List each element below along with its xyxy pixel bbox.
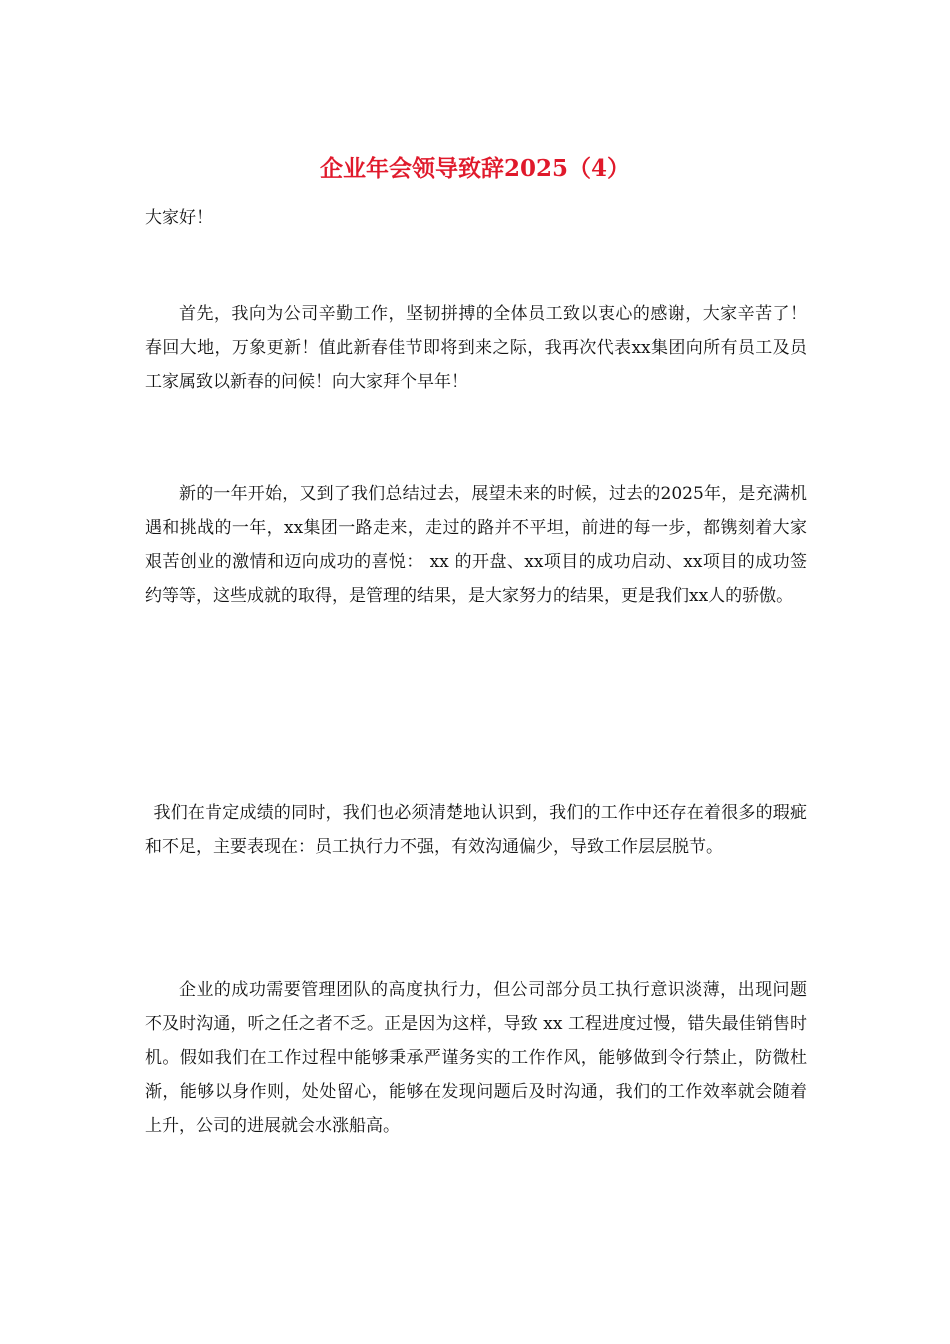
document-title: 企业年会领导致辞2025（4）: [319, 155, 631, 182]
paragraph-4: 企业的成功需要管理团队的高度执行力，但公司部分员工执行意识淡薄，出现问题不及时沟通，听之任之者不乏。正是因为这样，导致 xx 工程进度过慢，错失最佳销售时机。假如我们在工作过程中能够秉承严谨务实的工作作风，能够做到令行禁止，防微杜渐，能够以身作则，处处留心，能够在发现问题后及时沟通，我们的工作效率就会随着上升，公司的进展就会水涨船高。: [145, 980, 807, 1136]
paragraph-1: 首先，我向为公司辛勤工作，坚韧拼搏的全体员工致以衷心的感谢，大家辛苦了！春回大地，万象更新！值此新春佳节即将到来之际，我再次代表xx集团向所有员工及员工家属致以新春的问候！向大家拜个早年！: [145, 304, 807, 392]
greeting: 大家好！: [145, 208, 213, 228]
paragraph-3: 我们在肯定成绩的同时，我们也必须清楚地认识到，我们的工作中还存在着很多的瑕疵和不足，主要表现在：员工执行力不强，有效沟通偏少，导致工作层层脱节。: [145, 803, 807, 857]
paragraph-2: 新的一年开始，又到了我们总结过去，展望未来的时候，过去的2025年，是充满机遇和挑战的一年，xx集团一路走来，走过的路并不平坦，前进的每一步，都镌刻着大家艰苦创业的激情和迈向成功的喜悦： xx 的开盘、xx项目的成功启动、xx项目的成功签约等等，这些成就的取得，是管理的结果，是大家努力的结果，更是我们xx人的骄傲。: [145, 484, 807, 606]
